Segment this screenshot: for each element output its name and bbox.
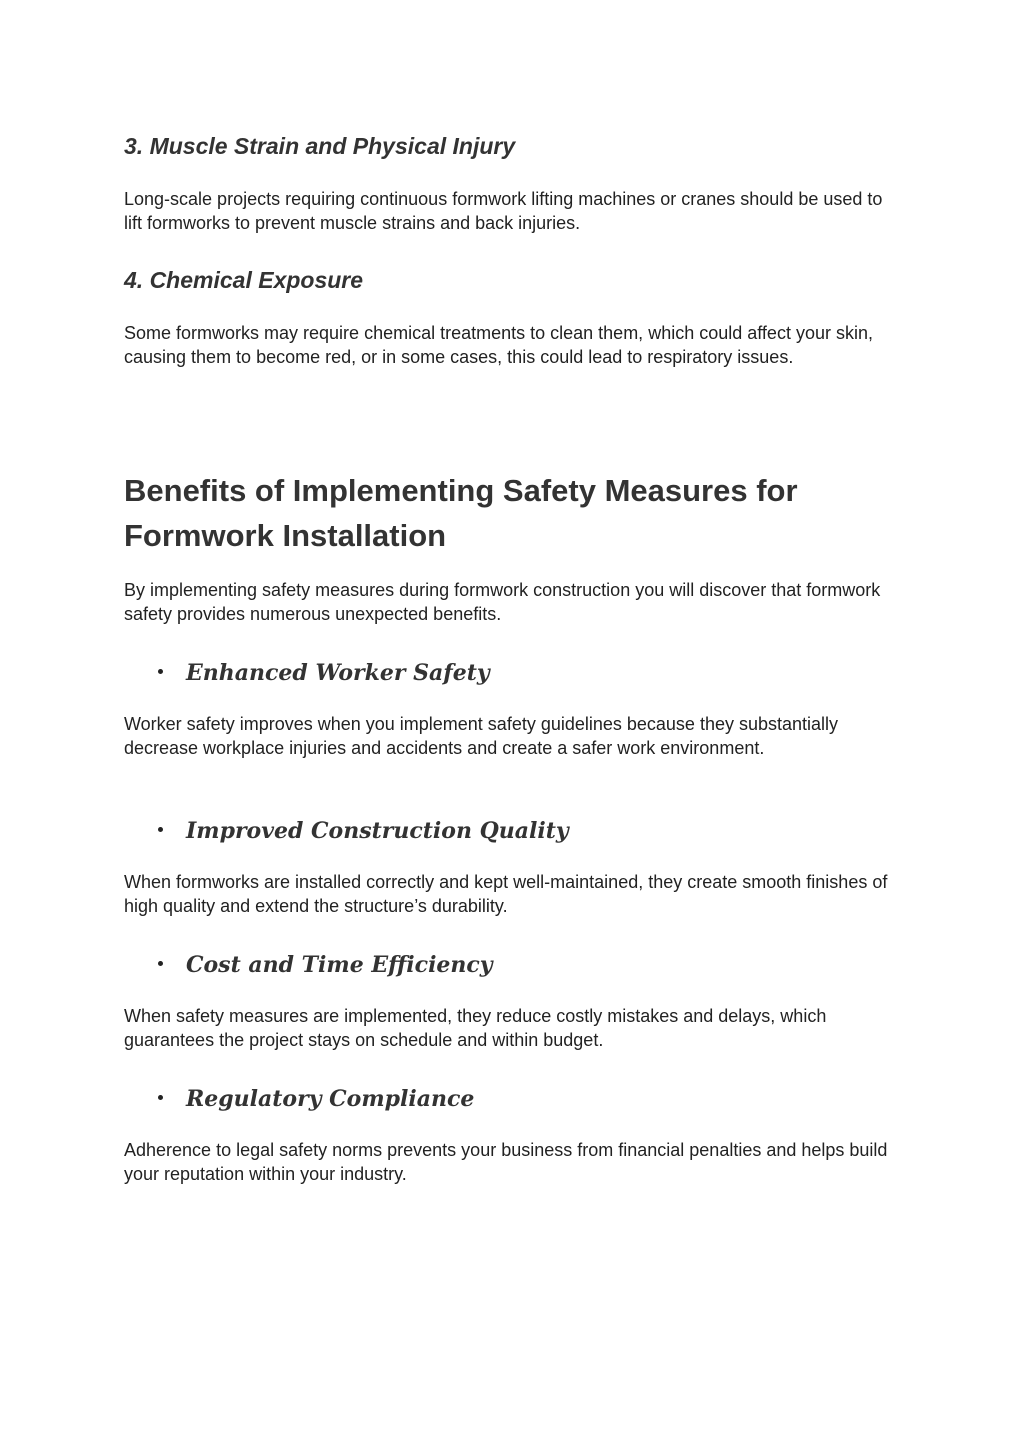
section-body-muscle-strain: Long-scale projects requiring continuous formwork lifting machines or cranes should be used to lift formworks to prevent muscle strains and back injuries. [124, 189, 883, 233]
bullet-label: Regulatory Compliance [186, 1086, 475, 1112]
bullet-label: Improved Construction Quality [186, 818, 569, 844]
bullet-body-enhanced-worker-safety: Worker safety improves when you implement safety guidelines because they substantially decrease workplace injuries and accidents and create a safer work environment. [124, 714, 839, 758]
bullet-label: Enhanced Worker Safety [186, 660, 490, 686]
bullet-body-regulatory-compliance: Adherence to legal safety norms prevents your business from financial penalties and helps build your reputation within your industry. [124, 1140, 888, 1184]
bullet-body-improved-construction-quality: When formworks are installed correctly and kept well-maintained, they create smooth finishes of high quality and extend the structure’s durability. [124, 872, 888, 916]
bullet-body-cost-and-time-efficiency: When safety measures are implemented, they reduce costly mistakes and delays, which guarantees the project stays on schedule and within budget. [124, 1006, 827, 1050]
bullet-dot-icon [158, 827, 163, 832]
section-heading-muscle-strain: 3. Muscle Strain and Physical Injury [124, 133, 516, 159]
bullet-label: Cost and Time Efficiency [186, 952, 493, 978]
benefits-title: Benefits of Implementing Safety Measures for Formwork Installation [124, 473, 798, 553]
benefits-intro: By implementing safety measures during formwork construction you will discover that formwork safety provides numerous unexpected benefits. [124, 580, 881, 624]
bullet-dot-icon [158, 961, 163, 966]
section-body-chemical-exposure: Some formworks may require chemical treatments to clean them, which could affect your skin, causing them to become red, or in some cases, this could lead to respiratory issues. [124, 323, 873, 367]
section-heading-chemical-exposure: 4. Chemical Exposure [124, 267, 364, 293]
bullet-dot-icon [158, 669, 163, 674]
bullet-dot-icon [158, 1095, 163, 1100]
